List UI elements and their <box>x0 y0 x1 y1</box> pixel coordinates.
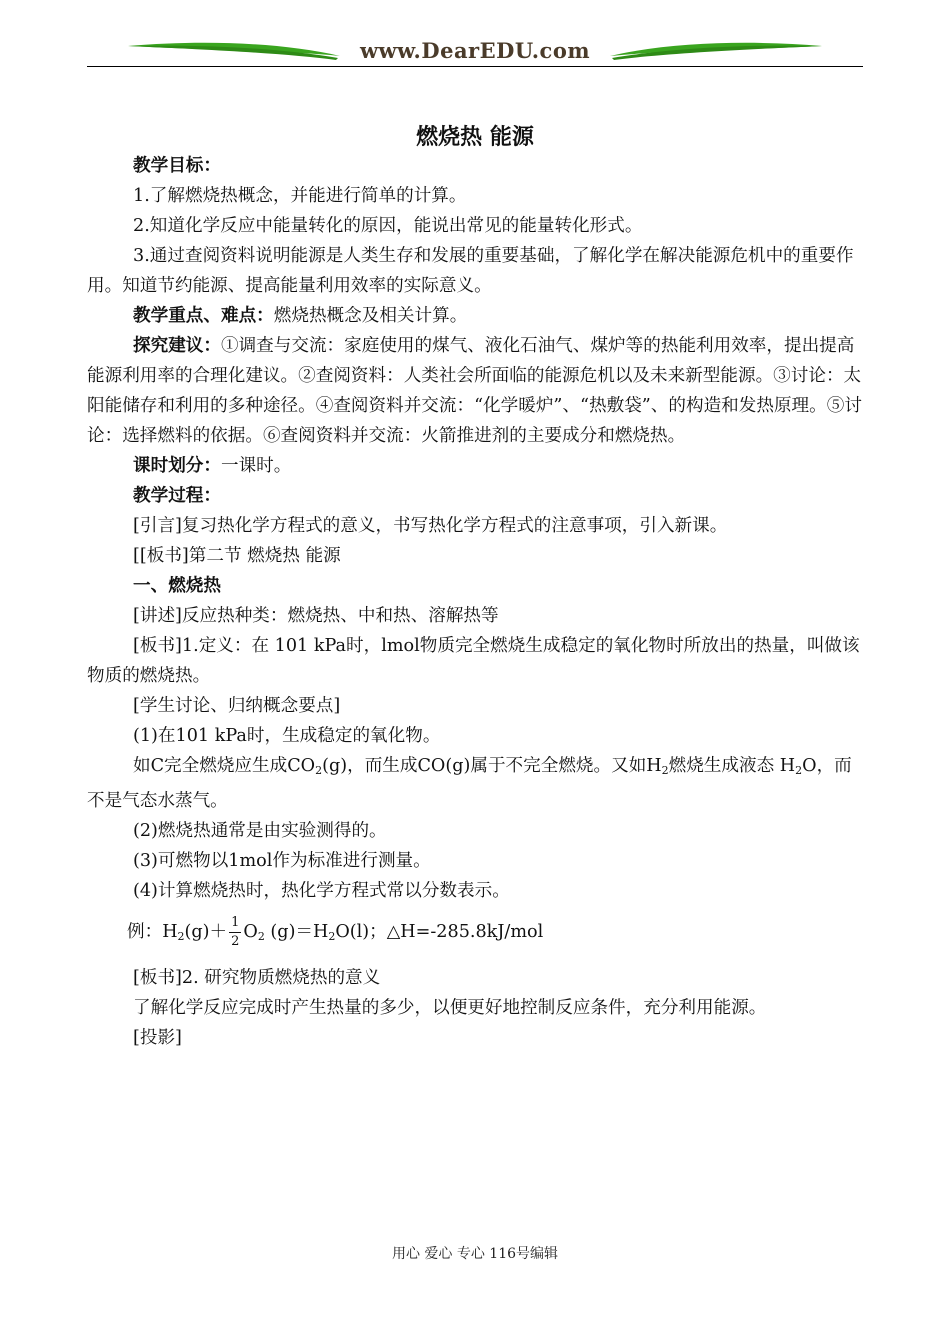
point-4: (4)计算燃烧热时，热化学方程式常以分数表示。 <box>133 881 510 901</box>
definition-paragraph: [板书]1.定义：在 101 kPa时，lmol物质完全燃烧生成稳定的氧化物时所放出的热量，叫做该物质的燃烧热。 <box>87 636 860 686</box>
periods: 课时划分：一课时。 <box>133 456 292 476</box>
objective-3: 3.通过查阅资料说明能源是人类生存和发展的重要基础，了解化学在解决能源危机中的重要作用。知道节约能源、提高能量利用效率的实际意义。 <box>87 246 854 296</box>
header-rule <box>87 66 863 67</box>
page-title: 燃烧热 能源 <box>416 125 534 150</box>
section-heading-combustion-heat: 一、燃烧热 <box>133 576 221 596</box>
significance-paragraph: 了解化学反应完成时产生热量的多少，以便更好地控制反应条件，充分利用能源。 <box>133 998 767 1018</box>
objective-1: 1.了解燃烧热概念，并能进行简单的计算。 <box>133 186 467 206</box>
suggestions: 探究建议：①调查与交流：家庭使用的煤气、液化石油气、煤炉等的热能利用效率，提出提高能源利用率的合理化建议。②查阅资料：人类社会所面临的能源危机以及未来新型能源。③讨论：太阳能储存和利用的多种途径。④查阅资料并交流：“化学暖炉”、“热敷袋”、的构造和发热原理。⑤讨论：选择燃料的依据。⑥查阅资料并交流：火箭推进剂的主要成分和燃烧热。 <box>87 336 862 446</box>
point-3: (3)可燃物以1mol作为标准进行测量。 <box>133 851 431 871</box>
page-footer: 用心 爱心 专心 116号编辑 <box>391 1246 559 1262</box>
key-points: 教学重点、难点：燃烧热概念及相关计算。 <box>133 306 468 326</box>
objectives-heading: 教学目标： <box>133 156 221 176</box>
lecture-paragraph: [讲述]反应热种类：燃烧热、中和热、溶解热等 <box>133 606 499 626</box>
page-header <box>0 0 950 80</box>
site-logo: www.DearEDU.com <box>359 38 591 63</box>
example-equation: 例：$H_2(g)+$ $\frac{1}{2}$ $O_2$ $(g)=H_2O(l)$；△H=-285.8kJ/mol <box>127 914 544 949</box>
board-significance: [板书]2. 研究物质燃烧热的意义 <box>133 968 381 988</box>
example-paragraph: 如C完全燃烧应生成$CO_2(g)$，而生成CO(g)属于不完全燃烧。又如$H_2$燃烧生成液态 $H_2O$，而不是气态水蒸气。 <box>87 756 852 811</box>
point-1: (1)在101 kPa时，生成稳定的氧化物。 <box>133 726 441 746</box>
projection-label: [投影] <box>133 1028 182 1048</box>
fraction-one-half: $\frac{1}{2}$ <box>231 914 240 949</box>
discussion-paragraph: [学生讨论、归纳概念要点] <box>133 696 341 716</box>
document-body <box>87 151 863 1053</box>
point-2: (2)燃烧热通常是由实验测得的。 <box>133 821 387 841</box>
board-section-title: [[板书]第二节 燃烧热 能源 <box>133 546 341 566</box>
process-heading: 教学过程： <box>133 486 221 506</box>
intro-paragraph: [引言]复习热化学方程式的意义，书写热化学方程式的注意事项，引入新课。 <box>133 516 728 536</box>
objective-2: 2.知道化学反应中能量转化的原因，能说出常见的能量转化形式。 <box>133 216 643 236</box>
